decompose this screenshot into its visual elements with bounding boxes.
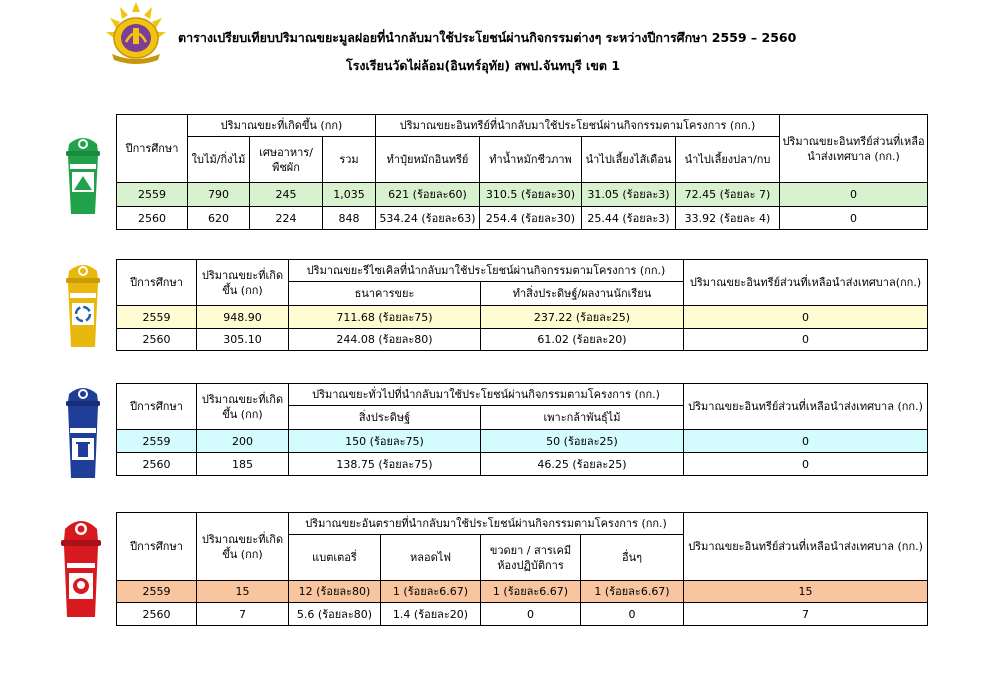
cell: 237.22 (ร้อยละ25) (481, 306, 684, 329)
cell: 25.44 (ร้อยละ3) (582, 207, 676, 230)
table-row (117, 430, 928, 453)
table-row (117, 603, 928, 626)
cell: 72.45 (ร้อยละ 7) (676, 183, 780, 207)
col-header: หลอดไฟ (381, 535, 481, 581)
cell: 33.92 (ร้อยละ 4) (676, 207, 780, 230)
col-header: นำไปเลี้ยงปลา/กบ (676, 137, 780, 183)
table-row (117, 306, 928, 329)
cell: 46.25 (ร้อยละ25) (481, 453, 684, 476)
cell: 620 (188, 207, 250, 230)
cell: 790 (188, 183, 250, 207)
hazardous-waste-table (116, 512, 928, 626)
cell: 5.6 (ร้อยละ80) (289, 603, 381, 626)
table-row (117, 453, 928, 476)
cell: 0 (481, 603, 581, 626)
cell: 1.4 (ร้อยละ20) (381, 603, 481, 626)
cell: 621 (ร้อยละ60) (376, 183, 480, 207)
cell: 138.75 (ร้อยละ75) (289, 453, 481, 476)
cell: 2560 (117, 453, 197, 476)
cell: 61.02 (ร้อยละ20) (481, 329, 684, 351)
col-header: นำไปเลี้ยงไส้เดือน (582, 137, 676, 183)
green-organic-bin-icon (62, 134, 104, 216)
cell: 0 (780, 207, 928, 230)
cell: 1 (ร้อยละ6.67) (581, 581, 684, 603)
cell: 0 (684, 430, 928, 453)
generated-header: ปริมาณขยะที่เกิดขึ้น (กก) (197, 260, 289, 306)
cell: 31.05 (ร้อยละ3) (582, 183, 676, 207)
cell: 1 (ร้อยละ6.67) (481, 581, 581, 603)
col-header: รวม (323, 137, 376, 183)
cell: 2559 (117, 430, 197, 453)
cell: 2559 (117, 183, 188, 207)
col-header: สิ่งประดิษฐ์ (289, 406, 481, 430)
col-header: แบตเตอรี่ (289, 535, 381, 581)
cell: 200 (197, 430, 289, 453)
cell: 254.4 (ร้อยละ30) (480, 207, 582, 230)
page-subtitle: โรงเรียนวัดไผ่ล้อม(อินทร์อุทัย) สพป.จันทบุรี เขต 1 (346, 58, 621, 73)
generated-header: ปริมาณขยะที่เกิดขึ้น (กก) (197, 384, 289, 430)
cell: 15 (684, 581, 928, 603)
cell: 305.10 (197, 329, 289, 351)
remain-header: ปริมาณขยะอินทรีย์ส่วนที่เหลือนำส่งเทศบาล (กก.) (780, 115, 928, 183)
red-hazardous-bin-icon (58, 515, 104, 619)
table-row (117, 207, 928, 230)
cell: 0 (684, 306, 928, 329)
table-row (117, 183, 928, 207)
cell: 244.08 (ร้อยละ80) (289, 329, 481, 351)
year-header: ปีการศึกษา (117, 260, 197, 306)
cell: 2560 (117, 207, 188, 230)
cell: 50 (ร้อยละ25) (481, 430, 684, 453)
cell: 7 (684, 603, 928, 626)
table-row (117, 329, 928, 351)
cell: 2559 (117, 581, 197, 603)
cell: 0 (581, 603, 684, 626)
generated-header: ปริมาณขยะที่เกิดขึ้น (กก) (197, 513, 289, 581)
remain-header: ปริมาณขยะอินทรีย์ส่วนที่เหลือนำส่งเทศบาล (กก.) (684, 513, 928, 581)
cell: 948.90 (197, 306, 289, 329)
reuse-header: ปริมาณขยะทั่วไปที่นำกลับมาใช้ประโยชน์ผ่านกิจกรรมตามโครงการ (กก.) (289, 384, 684, 406)
cell: 2559 (117, 306, 197, 329)
organic-waste-table (116, 114, 928, 230)
col-header: ทำปุ๋ยหมักอินทรีย์ (376, 137, 480, 183)
generated-header: ปริมาณขยะที่เกิดขึ้น (กก) (188, 115, 376, 137)
year-header: ปีการศึกษา (117, 384, 197, 430)
cell: 12 (ร้อยละ80) (289, 581, 381, 603)
cell: 310.5 (ร้อยละ30) (480, 183, 582, 207)
year-header: ปีการศึกษา (117, 513, 197, 581)
cell: 2560 (117, 603, 197, 626)
cell: 224 (250, 207, 323, 230)
cell: 0 (684, 329, 928, 351)
reuse-header: ปริมาณขยะอินทรีย์ที่นำกลับมาใช้ประโยชน์ผ่านกิจกรรมตามโครงการ (กก.) (376, 115, 780, 137)
reuse-header: ปริมาณขยะรีไซเคิลที่นำกลับมาใช้ประโยชน์ผ่านกิจกรรมตามโครงการ (กก.) (289, 260, 684, 282)
cell: 711.68 (ร้อยละ75) (289, 306, 481, 329)
yellow-recycle-bin-icon (62, 261, 104, 349)
school-logo-icon (104, 2, 168, 64)
col-header: อื่นๆ (581, 535, 684, 581)
recycle-waste-table (116, 259, 928, 351)
remain-header: ปริมาณขยะอินทรีย์ส่วนที่เหลือนำส่งเทศบาล (กก.) (684, 384, 928, 430)
col-header: ทำน้ำหมักชีวภาพ (480, 137, 582, 183)
col-header: ใบไม้/กิ่งไม้ (188, 137, 250, 183)
col-header: เพาะกล้าพันธุ์ไม้ (481, 406, 684, 430)
reuse-header: ปริมาณขยะอันตรายที่นำกลับมาใช้ประโยชน์ผ่านกิจกรรมตามโครงการ (กก.) (289, 513, 684, 535)
cell: 0 (780, 183, 928, 207)
cell: 1 (ร้อยละ6.67) (381, 581, 481, 603)
cell: 7 (197, 603, 289, 626)
cell: 150 (ร้อยละ75) (289, 430, 481, 453)
cell: 2560 (117, 329, 197, 351)
col-header: ทำสิ่งประดิษฐ์/ผลงานนักเรียน (481, 282, 684, 306)
cell: 848 (323, 207, 376, 230)
cell: 15 (197, 581, 289, 603)
cell: 0 (684, 453, 928, 476)
blue-general-bin-icon (62, 384, 104, 480)
cell: 1,035 (323, 183, 376, 207)
col-header: ธนาคารขยะ (289, 282, 481, 306)
col-header: ขวดยา / สารเคมีห้องปฏิบัติการ (481, 535, 581, 581)
page-title: ตารางเปรียบเทียบปริมาณขยะมูลฝอยที่นำกลับมาใช้ประโยชน์ผ่านกิจกรรมต่างๆ ระหว่างปีการศึกษา 2559 – 2560 (178, 30, 797, 45)
cell: 185 (197, 453, 289, 476)
remain-header: ปริมาณขยะอินทรีย์ส่วนที่เหลือนำส่งเทศบาล(กก.) (684, 260, 928, 306)
general-waste-table (116, 383, 928, 476)
cell: 245 (250, 183, 323, 207)
year-header: ปีการศึกษา (117, 115, 188, 183)
cell: 534.24 (ร้อยละ63) (376, 207, 480, 230)
table-row (117, 581, 928, 603)
col-header: เศษอาหาร/พืชผัก (250, 137, 323, 183)
